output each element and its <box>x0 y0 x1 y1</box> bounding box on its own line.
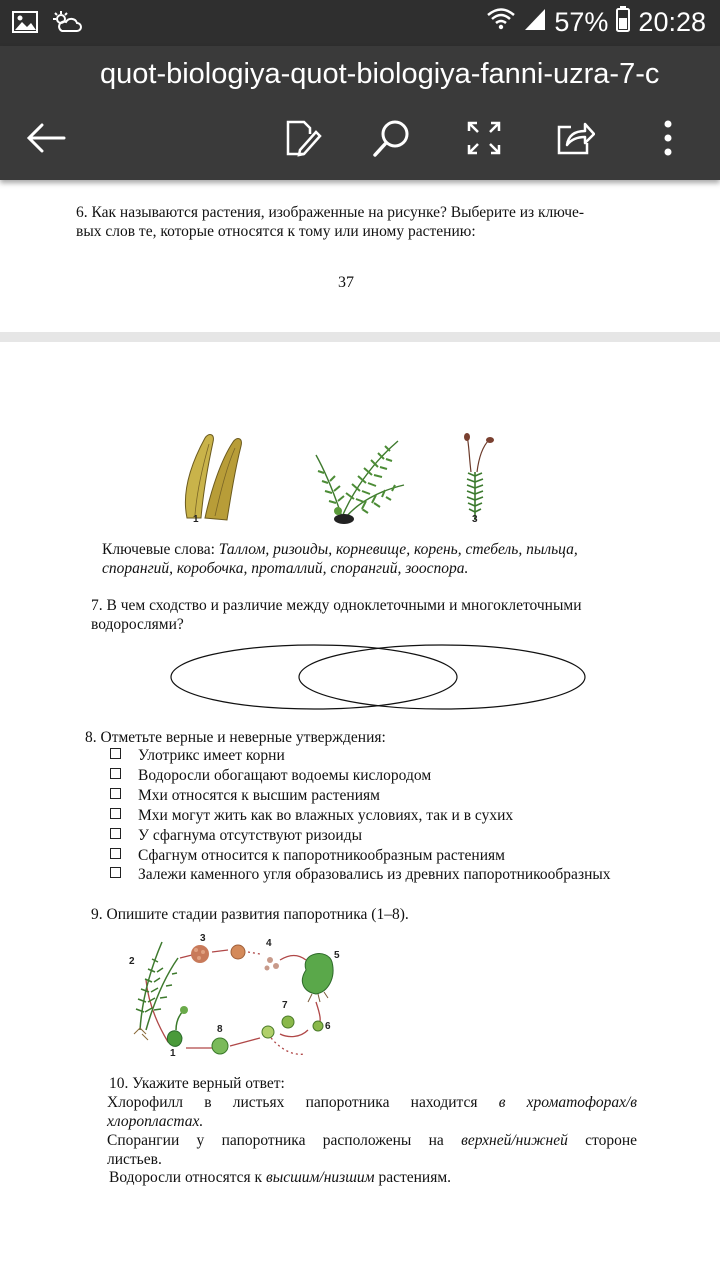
fullscreen-icon <box>465 119 503 157</box>
q6-line1: 6. Как называются растения, изображенные на рисунке? Выберите из ключе- <box>76 204 585 221</box>
share-button[interactable] <box>545 108 605 168</box>
statement-3[interactable]: Мхи относятся к высшим растениям <box>110 787 380 805</box>
stage-label-4: 4 <box>266 938 272 949</box>
q7-line2: водорослями? <box>91 616 184 633</box>
q10-statement-2: Спорангии у папоротника расположены на верхней/нижней стороне <box>107 1132 638 1149</box>
q6-line2: вых слов те, которые относятся к тому или иному растению: <box>76 223 476 240</box>
stage-label-2: 2 <box>129 956 135 967</box>
fern-illustration <box>312 433 408 525</box>
clock: 20:28 <box>638 7 706 37</box>
document-title: quot-biologiya-quot-biologiya-fanni-uzra-7-c <box>100 58 660 90</box>
statement-4[interactable]: Мхи могут жить как во влажных условиях, так и в сухих <box>110 807 513 825</box>
keywords-line2: спорангий, коробочка, проталлий, спорангий, зооспора. <box>102 560 469 577</box>
fullscreen-button[interactable] <box>454 108 514 168</box>
back-button[interactable] <box>16 108 76 168</box>
q10-option-chloroplasts[interactable]: хлоропластах. <box>107 1113 204 1130</box>
statement-2[interactable]: Водоросли обогащают водоемы кислородом <box>110 767 431 785</box>
search-button[interactable] <box>362 108 422 168</box>
statement-6[interactable]: Сфагнум относится к папоротникообразным растениям <box>110 847 505 865</box>
stage-label-6: 6 <box>325 1021 331 1032</box>
stage-label-7: 7 <box>282 1000 288 1011</box>
q10-statement-1: Хлорофилл в листьях папоротника находится в хроматофорах/в <box>107 1094 637 1111</box>
q9-title: 9. Опишите стадии развития папоротника (1–8). <box>91 906 409 923</box>
q10-option-chromatophores[interactable]: в хроматофорах/в <box>498 1094 637 1111</box>
gallery-notification-icon <box>12 11 38 38</box>
checkbox-2[interactable] <box>110 768 121 779</box>
stage-label-5: 5 <box>334 950 340 961</box>
checkbox-7[interactable] <box>110 867 121 878</box>
plant-label-1: 1 <box>193 514 199 524</box>
checkbox-5[interactable] <box>110 828 121 839</box>
q10-option-upper-lower[interactable]: верхней/нижней <box>461 1132 568 1149</box>
page-separator <box>0 332 720 342</box>
more-options-button[interactable] <box>638 108 698 168</box>
q8-title: 8. Отметьте верные и неверные утверждения: <box>85 729 386 746</box>
edit-button[interactable] <box>272 108 332 168</box>
checkbox-6[interactable] <box>110 848 121 859</box>
weather-notification-icon <box>52 10 82 39</box>
keywords-line1: Ключевые слова: Таллом, ризоиды, корневище, корень, стебель, пыльца, <box>102 541 578 558</box>
kelp-illustration <box>175 430 255 524</box>
moss-illustration <box>455 432 509 524</box>
q10-title: 10. Укажите верный ответ: <box>109 1075 285 1092</box>
q10-statement-2-end: листьев. <box>107 1151 162 1168</box>
search-icon <box>372 118 412 158</box>
stage-label-3: 3 <box>200 933 206 944</box>
arrow-left-icon <box>26 122 66 154</box>
q10-statement-3: Водоросли относятся к высшим/низшим растениям. <box>109 1169 452 1186</box>
stage-label-8: 8 <box>217 1024 223 1035</box>
page-number: 37 <box>338 274 354 291</box>
share-icon <box>555 119 595 157</box>
venn-diagram[interactable] <box>168 642 592 712</box>
battery-icon <box>616 6 630 39</box>
plant-label-3: 3 <box>472 514 478 524</box>
checkbox-1[interactable] <box>110 748 121 759</box>
signal-icon <box>524 7 546 38</box>
more-vertical-icon <box>661 119 675 157</box>
status-bar <box>0 0 720 46</box>
fern-life-cycle-diagram <box>120 930 350 1065</box>
keywords-list-1: Таллом, ризоиды, корневище, корень, стебель, пыльца, <box>218 541 578 558</box>
edit-document-icon <box>282 118 322 158</box>
statement-7[interactable]: Залежи каменного угля образовались из древних папоротникообразных <box>110 866 611 884</box>
q7-line1: 7. В чем сходство и различие между одноклеточными и многоклеточными <box>91 597 582 614</box>
q10-option-higher-lower[interactable]: высшим/низшим <box>265 1169 375 1186</box>
checkbox-3[interactable] <box>110 788 121 799</box>
wifi-icon <box>486 7 516 38</box>
app-bar <box>0 46 720 180</box>
stage-label-1: 1 <box>170 1048 176 1059</box>
battery-percent: 57% <box>554 7 609 37</box>
statement-1[interactable]: Улотрикс имеет корни <box>110 747 285 765</box>
checkbox-4[interactable] <box>110 808 121 819</box>
statement-5[interactable]: У сфагнума отсутствуют ризоиды <box>110 827 362 845</box>
